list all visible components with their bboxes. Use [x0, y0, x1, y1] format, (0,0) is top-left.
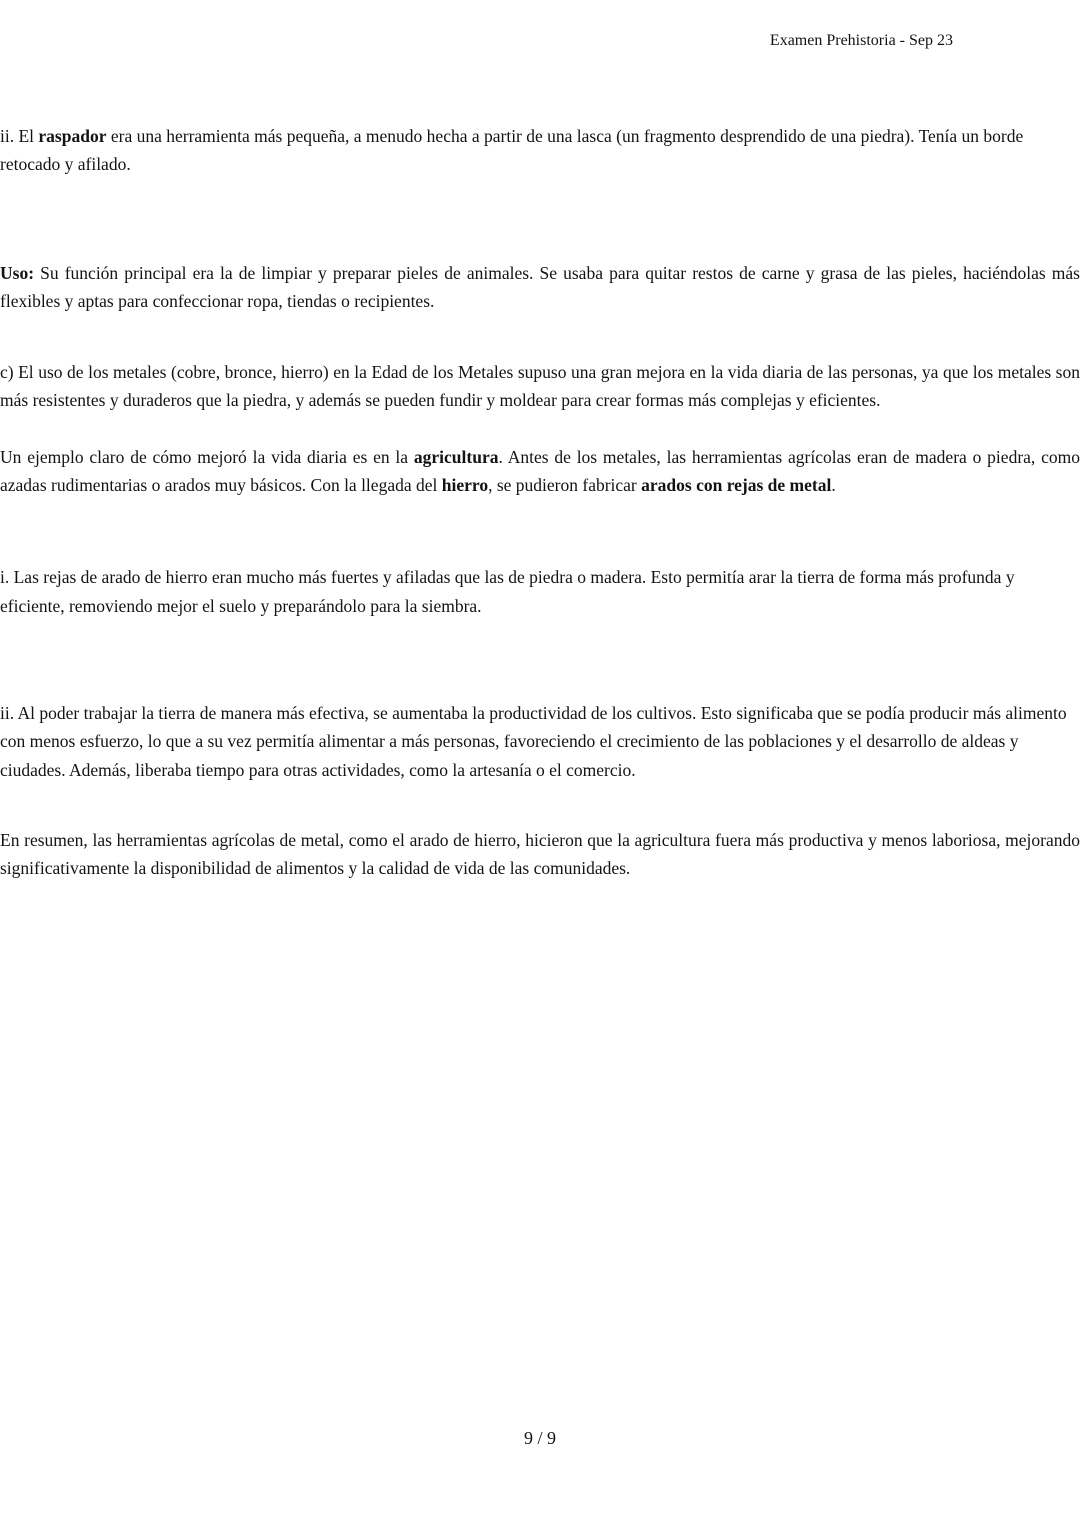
- page-header-title: Examen Prehistoria - Sep 23: [769, 32, 953, 49]
- text-run: Su función principal era la de limpiar y preparar pieles de animales. Se usaba para quitar restos de carne y grasa de las pieles, haciéndolas más flexibles y aptas para confeccionar ropa, tiendas o recipientes.: [0, 262, 1080, 311]
- text-run-bold: agricultura: [413, 446, 499, 467]
- text-run: Un ejemplo claro de cómo mejoró la vida diaria es en la: [0, 446, 414, 467]
- text-run: ii. Al poder trabajar la tierra de manera más efectiva, se aumentaba la productividad de los cultivos. Esto significaba que se podía producir más alimento con menos esfuerzo, lo que a su vez permitía alimentar a más personas, favoreciendo el crecimiento de las poblaciones y el desarrollo de aldeas y ciudades. Además, liberaba tiempo para otras actividades, como la artesanía o el comercio.: [0, 702, 1067, 780]
- text-run: . Antes de los metales, las herramientas agrícolas eran de madera o piedra, como azadas rudimentarias o arados muy básicos. Con la llegada del: [0, 446, 1080, 496]
- paragraph: [0, 443, 1080, 500]
- text-run-bold: arados con rejas de metal: [641, 475, 832, 496]
- text-run: , se pudieron fabricar: [488, 475, 642, 496]
- text-run: i. Las rejas de arado de hierro eran mucho más fuertes y afiladas que las de piedra o madera. Esto permitía arar la tierra de forma más profunda y eficiente, removiendo mejor el suelo y preparándolo para la siembra.: [0, 567, 1015, 616]
- text-run-bold: Uso:: [0, 262, 35, 283]
- text-run: .: [831, 475, 836, 496]
- text-run-bold: hierro: [441, 475, 489, 496]
- paragraph: [0, 358, 1080, 415]
- paragraph: [0, 259, 1080, 316]
- text-run: era una herramienta más pequeña, a menudo hecha a partir de una lasca (un fragmento desprendido de una piedra). Tenía un borde retocado y afilado.: [0, 126, 1024, 175]
- paragraph: [0, 122, 1080, 179]
- text-run-bold: raspador: [38, 126, 107, 146]
- text-run: c) El uso de los metales (cobre, bronce, hierro) en la Edad de los Metales supuso una gran mejora en la vida diaria de las personas, ya que los metales son más resistentes y duraderos que la piedra, y además se pueden fundir y moldear para crear formas más complejas y eficientes.: [0, 362, 1080, 411]
- page-footer: [0, 1424, 1080, 1452]
- text-run: En resumen, las herramientas agrícolas de metal, como el arado de hierro, hicieron que la agricultura fuera más productiva y menos laboriosa, mejorando significativamente la disponibilidad de alimentos y la calidad de vida de las comunidades.: [0, 829, 1080, 879]
- paragraph: [0, 699, 1080, 784]
- paragraph: [0, 826, 1080, 883]
- text-run: ii. El: [0, 126, 39, 146]
- paragraph: [0, 563, 1080, 620]
- page-number: 9 / 9: [523, 1428, 556, 1448]
